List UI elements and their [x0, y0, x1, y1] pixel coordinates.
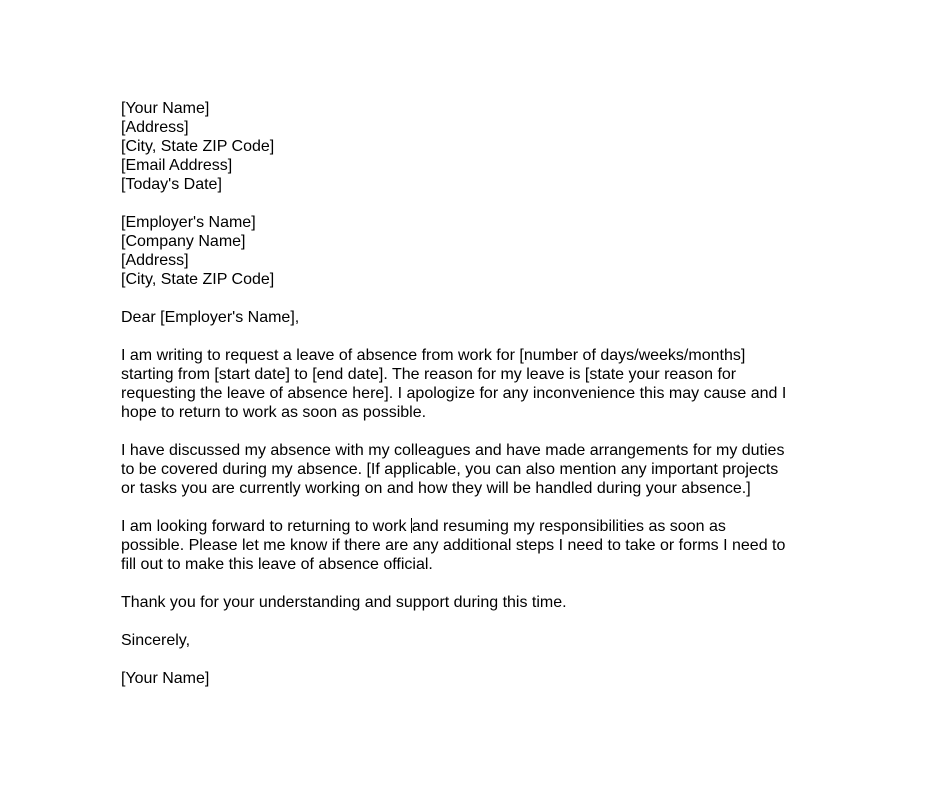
letter-body[interactable]	[121, 99, 821, 688]
blank-line	[121, 612, 821, 631]
paragraph-arrangements	[121, 441, 821, 498]
paragraph-line: starting from [start date] to [end date]. The reason for my leave is [state your reason for	[121, 366, 737, 383]
sender-name: [Your Name]	[121, 100, 210, 117]
text-segment: and resuming my responsibilities as soon as	[411, 518, 726, 535]
blank-line	[121, 574, 821, 593]
paragraph-line: I am writing to request a leave of absence from work for [number of days/weeks/months]	[121, 347, 746, 364]
blank-line	[121, 650, 821, 669]
paragraph-line: possible. Please let me know if there are any additional steps I need to take or forms I need to	[121, 537, 786, 554]
blank-line	[121, 498, 821, 517]
blank-line	[121, 327, 821, 346]
blank-line	[121, 422, 821, 441]
paragraph-line: fill out to make this leave of absence official.	[121, 556, 433, 573]
recipient-block	[121, 213, 821, 289]
recipient-company: [Company Name]	[121, 233, 246, 250]
sender-city-state-zip: [City, State ZIP Code]	[121, 138, 275, 155]
recipient-city-state-zip: [City, State ZIP Code]	[121, 271, 275, 288]
blank-line	[121, 194, 821, 213]
text-segment: I am looking forward to returning to work	[121, 518, 411, 535]
paragraph-line: or tasks you are currently working on and how they will be handled during your absence.]	[121, 480, 751, 497]
blank-line	[121, 289, 821, 308]
salutation: Dear [Employer's Name],	[121, 309, 300, 326]
letter-date: [Today's Date]	[121, 176, 222, 193]
paragraph-line: hope to return to work as soon as possible.	[121, 404, 427, 421]
paragraph-return	[121, 517, 821, 574]
paragraph-line	[121, 517, 821, 536]
closing: Sincerely,	[121, 632, 191, 649]
sender-block	[121, 99, 821, 194]
recipient-address: [Address]	[121, 252, 189, 269]
paragraph-line: to be covered during my absence. [If applicable, you can also mention any important projects	[121, 461, 779, 478]
paragraph-line: requesting the leave of absence here]. I apologize for any inconvenience this may cause and I	[121, 385, 787, 402]
sender-address: [Address]	[121, 119, 189, 136]
recipient-name: [Employer's Name]	[121, 214, 256, 231]
paragraph-request	[121, 346, 821, 422]
signature-name: [Your Name]	[121, 670, 210, 687]
thanks-line: Thank you for your understanding and support during this time.	[121, 594, 567, 611]
paragraph-line: I have discussed my absence with my colleagues and have made arrangements for my duties	[121, 442, 785, 459]
sender-email: [Email Address]	[121, 157, 233, 174]
